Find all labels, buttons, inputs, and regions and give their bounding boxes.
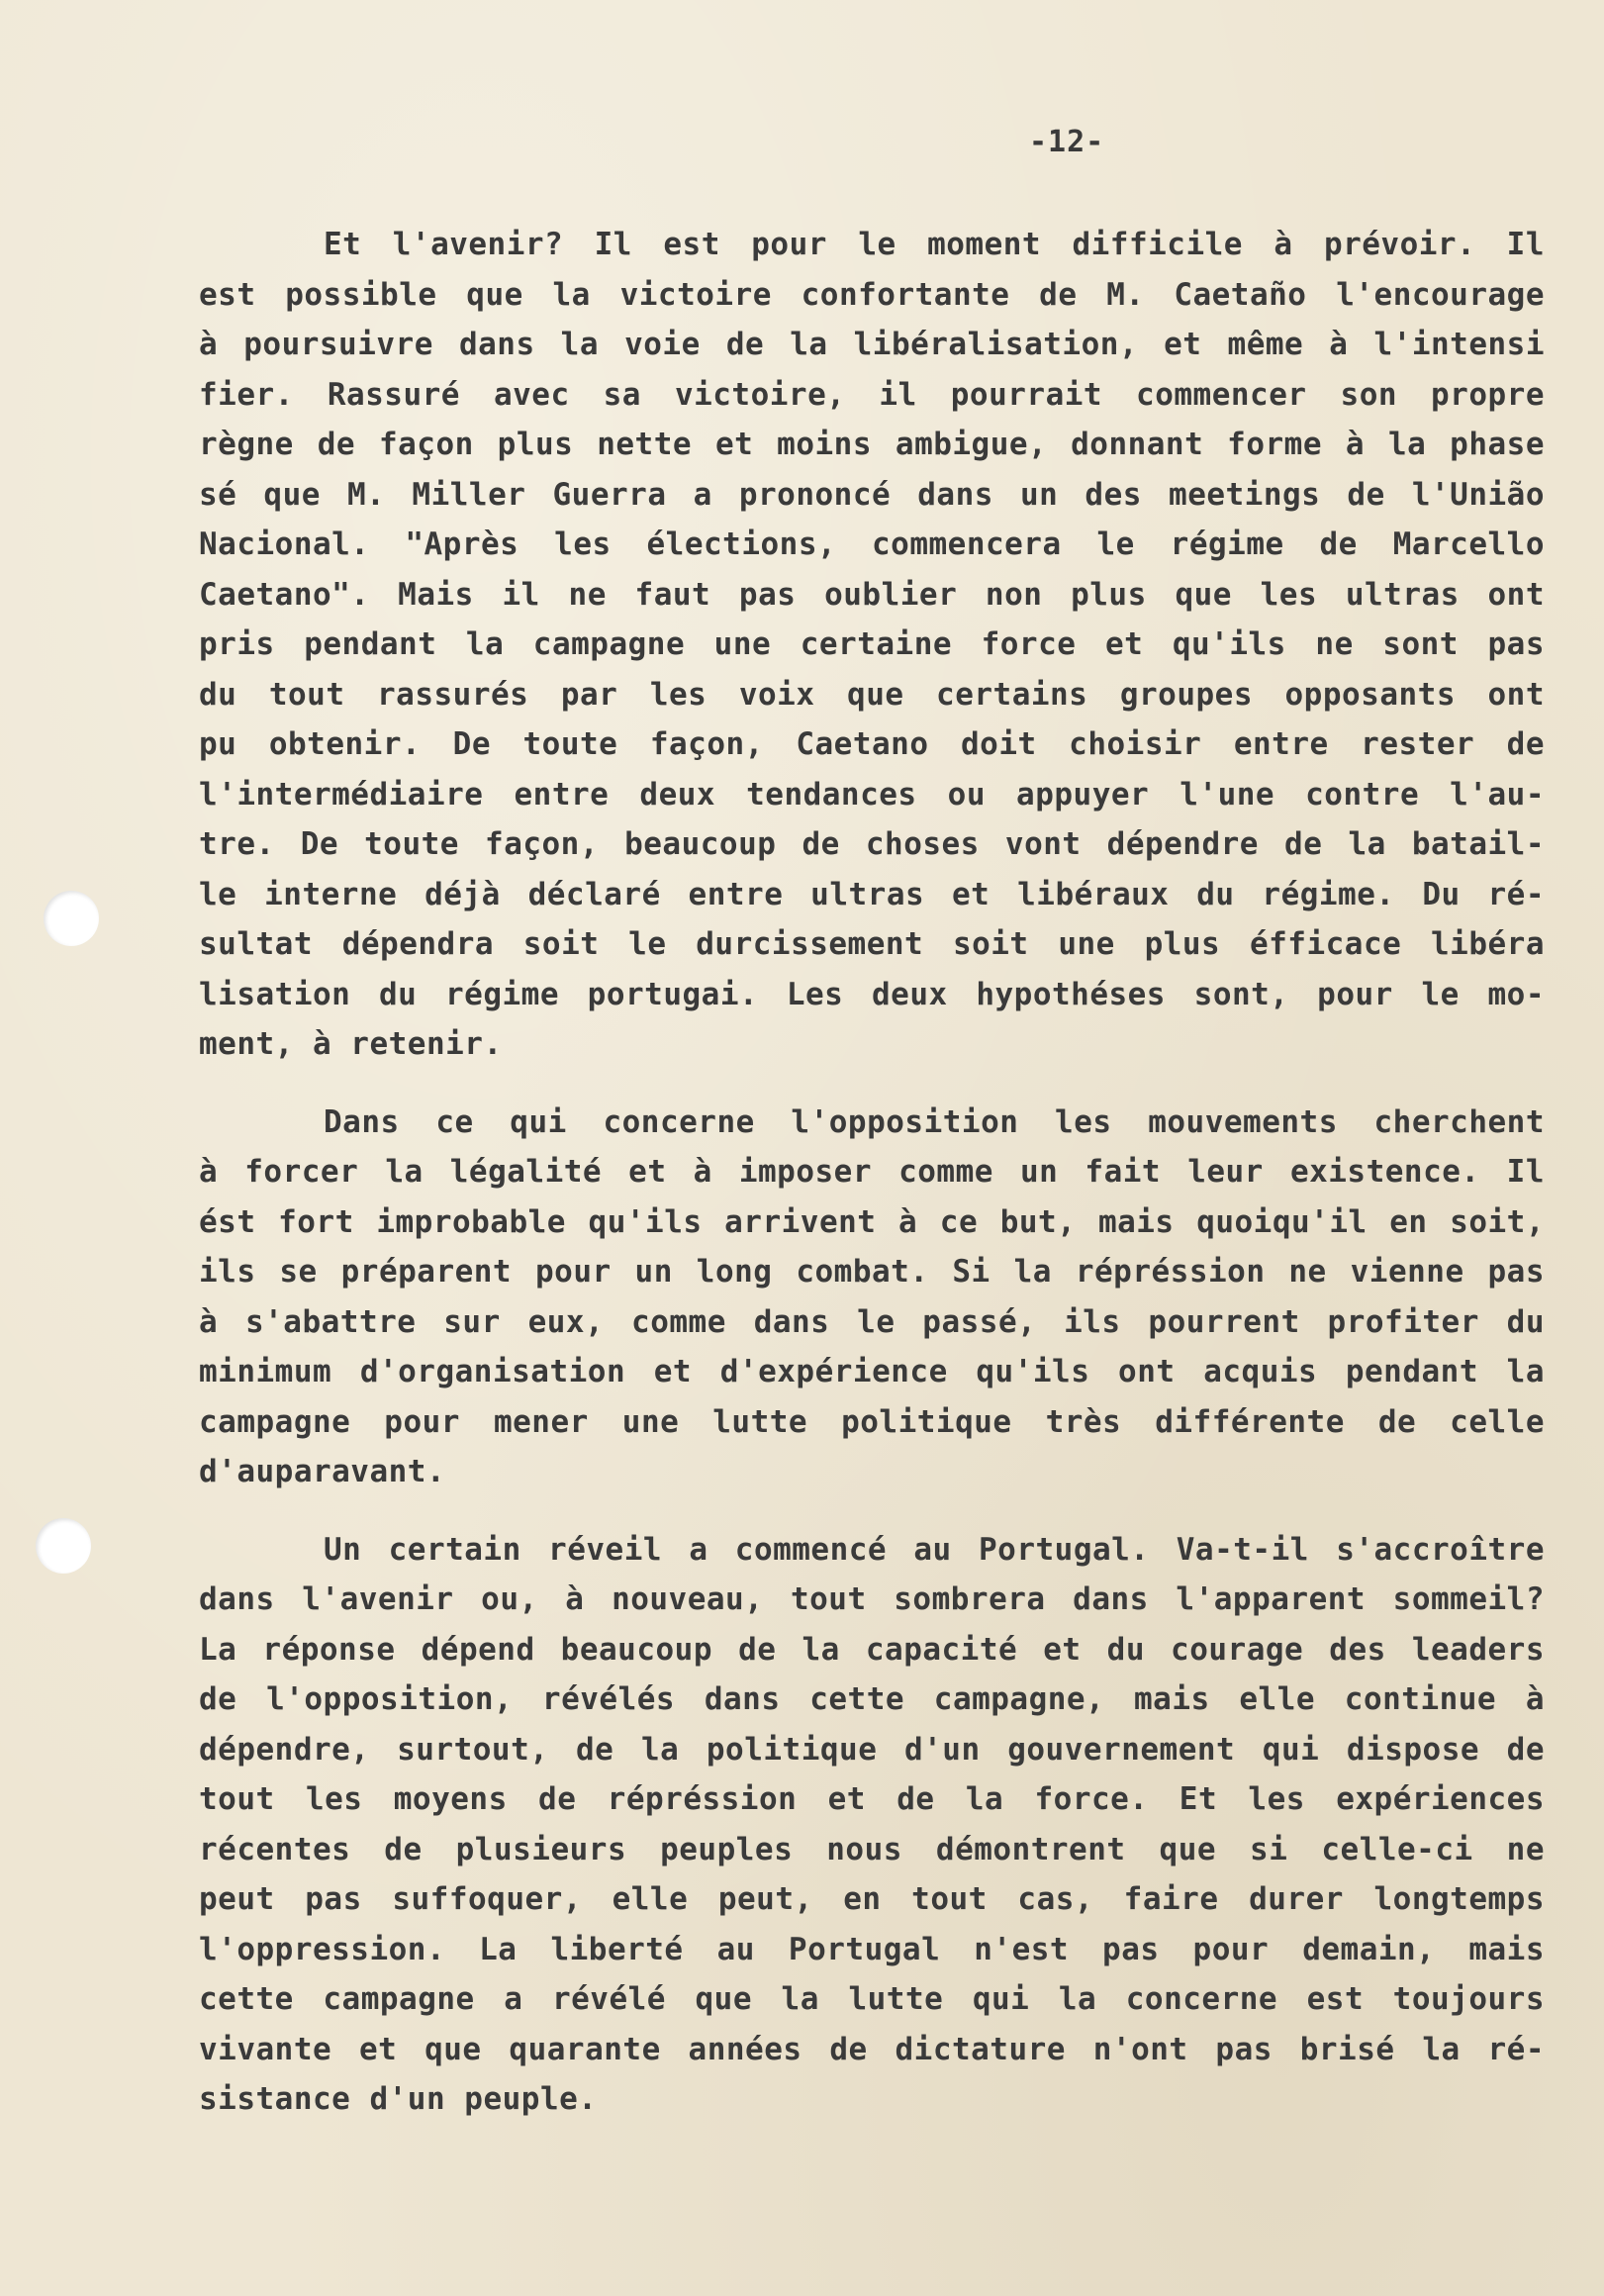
text-line: du tout rassurés par les voix que certains groupes opposants ont	[199, 676, 1545, 713]
text-line: récentes de plusieurs peuples nous démontrent que si celle-ci ne	[199, 1831, 1545, 1867]
text-line: de l'opposition, révélés dans cette campagne, mais elle continue à	[199, 1681, 1545, 1717]
punch-hole	[36, 1518, 91, 1574]
text-line: sultat dépendra soit le durcissement soit une plus éfficace libéra	[199, 926, 1545, 962]
text-line: ment, à retenir.	[199, 1026, 503, 1062]
text-line: à s'abattre sur eux, comme dans le passé, ils pourrent profiter du	[199, 1303, 1545, 1340]
text-line: Dans ce qui concerne l'opposition les mouvements cherchent	[324, 1103, 1545, 1140]
text-line: peut pas suffoquer, elle peut, en tout cas, faire durer longtemps	[199, 1881, 1545, 1917]
text-line: fier. Rassuré avec sa victoire, il pourrait commencer son propre	[199, 376, 1545, 413]
text-line: à forcer la légalité et à imposer comme un fait leur existence. Il	[199, 1154, 1545, 1190]
text-line: d'auparavant.	[199, 1454, 446, 1489]
text-line: l'oppression. La liberté au Portugal n'est pas pour demain, mais	[199, 1931, 1545, 1967]
paragraph-gap	[199, 1070, 1545, 1098]
paragraph-gap	[199, 1497, 1545, 1525]
text-line: est possible que la victoire confortante de M. Caetaño l'encourage	[199, 276, 1545, 313]
page-number: -12-	[1029, 125, 1105, 159]
text-line: lisation du régime portugai. Les deux hypothéses sont, pour le mo-	[199, 976, 1545, 1012]
text-line: cette campagne a révélé que la lutte qui la concerne est toujours	[199, 1981, 1545, 2017]
text-line: Et l'avenir? Il est pour le moment difficile à prévoir. Il	[324, 227, 1545, 262]
text-line: pris pendant la campagne une certaine force et qu'ils ne sont pas	[199, 626, 1545, 662]
text-line: tout les moyens de répréssion et de la force. Et les expériences	[199, 1781, 1545, 1817]
paragraph	[199, 220, 1545, 1070]
paragraph	[199, 1525, 1545, 2125]
text-line: La réponse dépend beaucoup de la capacité et du courage des leaders	[199, 1631, 1545, 1668]
punch-hole	[44, 891, 99, 946]
text-line: dépendre, surtout, de la politique d'un gouvernement qui dispose de	[199, 1731, 1545, 1768]
text-line: tre. De toute façon, beaucoup de choses vont dépendre de la batail-	[199, 826, 1545, 862]
text-line: pu obtenir. De toute façon, Caetano doit choisir entre rester de	[199, 726, 1545, 762]
text-line: vivante et que quarante années de dictature n'ont pas brisé la ré-	[199, 2031, 1545, 2067]
text-line: ést fort improbable qu'ils arrivent à ce but, mais quoiqu'il en soit,	[199, 1203, 1545, 1240]
text-line: règne de façon plus nette et moins ambigue, donnant forme à la phase	[199, 427, 1545, 462]
text-line: campagne pour mener une lutte politique très différente de celle	[199, 1403, 1545, 1440]
document-body	[199, 220, 1545, 2125]
text-line: minimum d'organisation et d'expérience qu'ils ont acquis pendant la	[199, 1354, 1545, 1389]
text-line: l'intermédiaire entre deux tendances ou appuyer l'une contre l'au-	[199, 776, 1545, 813]
text-line: Caetano". Mais il ne faut pas oublier non plus que les ultras ont	[199, 576, 1545, 613]
text-line: sé que M. Miller Guerra a prononcé dans un des meetings de l'União	[199, 476, 1545, 513]
text-line: Nacional. "Après les élections, commencera le régime de Marcello	[199, 526, 1545, 562]
text-line: sistance d'un peuple.	[199, 2081, 598, 2117]
paragraph	[199, 1098, 1545, 1497]
text-line: Un certain réveil a commencé au Portugal. Va-t-il s'accroître	[324, 1531, 1545, 1568]
text-line: le interne déjà déclaré entre ultras et libéraux du régime. Du ré-	[199, 876, 1545, 912]
text-line: à poursuivre dans la voie de la libéralisation, et même à l'intensi	[199, 327, 1545, 362]
text-line: dans l'avenir ou, à nouveau, tout sombrera dans l'apparent sommeil?	[199, 1581, 1545, 1617]
text-line: ils se préparent pour un long combat. Si la répréssion ne vienne pas	[199, 1254, 1545, 1290]
